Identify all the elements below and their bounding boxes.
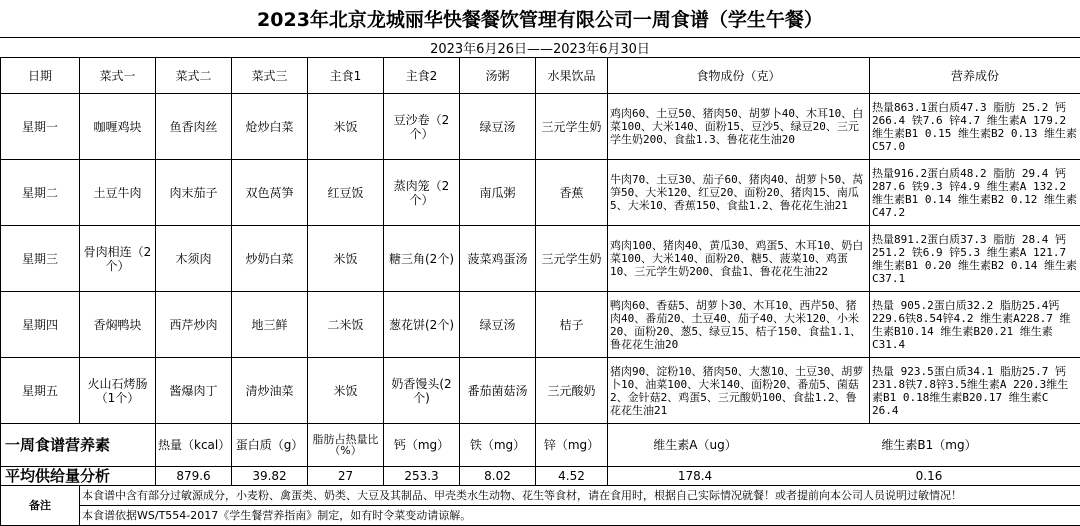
- dish3-cell: 地三鲜: [232, 292, 308, 358]
- staple2-cell: 葱花饼(2个): [384, 292, 460, 358]
- table-row: [1, 94, 1080, 160]
- menu-table: [0, 57, 1080, 526]
- day-label: 星期三: [1, 226, 80, 292]
- summary-header-calcium: 钙（mg）: [384, 424, 460, 467]
- notes-label: 备注: [1, 486, 80, 526]
- staple1-cell: 米饭: [308, 226, 384, 292]
- summary-value-zinc: 4.52: [536, 467, 608, 486]
- ingredients-cell: 鸡肉60、土豆50、猪肉50、胡萝卜40、木耳10、白菜100、大米140、面粉15、豆沙5、绿豆20、三元学生奶200、食盐1.3、鲁花花生油20: [608, 94, 870, 160]
- summary-values-vitamin-a-b1: [608, 467, 1080, 486]
- soup-cell: 绿豆汤: [460, 94, 536, 160]
- nutrition-cell: 热量 905.2蛋白质32.2 脂肪25.4钙229.6铁8.54锌4.2 维生素A228.7 维生素B10.14 维生素B20.21 维生素C31.4: [870, 292, 1080, 358]
- header-fruit: 水果饮品: [536, 58, 608, 94]
- staple1-cell: 米饭: [308, 358, 384, 424]
- dish2-cell: 木须肉: [156, 226, 232, 292]
- summary-label-bottom: 平均供给量分析: [1, 467, 156, 486]
- dish3-cell: 双色莴笋: [232, 160, 308, 226]
- summary-header-vitamin-a: 维生素A（ug）: [610, 438, 780, 452]
- summary-header-zinc: 锌（mg）: [536, 424, 608, 467]
- fruit-cell: 三元学生奶: [536, 226, 608, 292]
- dish2-cell: 酱爆肉丁: [156, 358, 232, 424]
- dish3-cell: 炝炒白菜: [232, 94, 308, 160]
- summary-value-vitamin-b1: 0.16: [780, 469, 1078, 483]
- table-row: [1, 160, 1080, 226]
- staple1-cell: 米饭: [308, 94, 384, 160]
- notes-row: [1, 506, 1080, 526]
- ingredients-cell: 鸡肉100、猪肉40、黄瓜30、鸡蛋5、木耳10、奶白菜100、大米140、面粉20、糖5、菠菜10、鸡蛋10、三元学生奶200、食盐1、鲁花花生油22: [608, 226, 870, 292]
- ingredients-cell: 鸭肉60、香菇5、胡萝卜30、木耳10、西芹50、猪肉40、番茄20、土豆40、茄子40、大米120、小米20、面粉20、葱5、绿豆15、桔子150、食盐1.1、鲁花花生油20: [608, 292, 870, 358]
- summary-value-vitamin-a: 178.4: [610, 469, 780, 483]
- header-date: 日期: [1, 58, 80, 94]
- soup-cell: 菠菜鸡蛋汤: [460, 226, 536, 292]
- summary-header-vitamin-a-b1: [608, 424, 1080, 467]
- staple2-cell: 蒸肉笼（2个）: [384, 160, 460, 226]
- summary-header-fat-ratio: 脂肪占热量比（%）: [308, 424, 384, 467]
- summary-label-top: 一周食谱营养素: [1, 424, 156, 467]
- fruit-cell: 香蕉: [536, 160, 608, 226]
- soup-cell: 番茄菌菇汤: [460, 358, 536, 424]
- dish3-cell: 炒奶白菜: [232, 226, 308, 292]
- table-row: [1, 358, 1080, 424]
- soup-cell: 南瓜粥: [460, 160, 536, 226]
- dish2-cell: 肉末茄子: [156, 160, 232, 226]
- summary-value-calcium: 253.3: [384, 467, 460, 486]
- dish1-cell: 骨肉相连（2个）: [80, 226, 156, 292]
- table-row: [1, 226, 1080, 292]
- staple2-cell: 豆沙卷（2个）: [384, 94, 460, 160]
- summary-value-iron: 8.02: [460, 467, 536, 486]
- header-row: [1, 58, 1080, 94]
- day-label: 星期四: [1, 292, 80, 358]
- day-label: 星期五: [1, 358, 80, 424]
- dish1-cell: 土豆牛肉: [80, 160, 156, 226]
- summary-value-protein: 39.82: [232, 467, 308, 486]
- dish1-cell: 香焖鸭块: [80, 292, 156, 358]
- summary-header-row: [1, 424, 1080, 467]
- page-title: 2023年北京龙城丽华快餐餐饮管理有限公司一周食谱（学生午餐）: [0, 0, 1080, 38]
- header-staple1: 主食1: [308, 58, 384, 94]
- header-dish2: 菜式二: [156, 58, 232, 94]
- summary-values-row: [1, 467, 1080, 486]
- dish1-cell: 咖喱鸡块: [80, 94, 156, 160]
- header-staple2: 主食2: [384, 58, 460, 94]
- summary-value-energy: 879.6: [156, 467, 232, 486]
- nutrition-cell: 热量916.2蛋白质48.2 脂肪 29.4 钙 287.6 铁9.3 锌4.9 维生素A 132.2 维生素B1 0.14 维生素B2 0.12 维生素C47.2: [870, 160, 1080, 226]
- dish2-cell: 鱼香肉丝: [156, 94, 232, 160]
- ingredients-cell: 牛肉70、土豆30、茄子60、猪肉40、胡萝卜50、莴笋50、大米120、红豆20、面粉20、猪肉15、南瓜5、大米10、香蕉150、食盐1.2、鲁花花生油21: [608, 160, 870, 226]
- header-ingredients: 食物成份（克）: [608, 58, 870, 94]
- fruit-cell: 三元学生奶: [536, 94, 608, 160]
- fruit-cell: 桔子: [536, 292, 608, 358]
- date-range: 2023年6月26日——2023年6月30日: [0, 37, 1080, 58]
- notes-line-2: 本食谱依据WS/T554-2017《学生餐营养指南》制定，如有时令菜变动请谅解。: [80, 506, 1080, 526]
- staple2-cell: 奶香馒头(2个): [384, 358, 460, 424]
- soup-cell: 绿豆汤: [460, 292, 536, 358]
- table-row: [1, 292, 1080, 358]
- staple2-cell: 糖三角(2个): [384, 226, 460, 292]
- dish2-cell: 西芹炒肉: [156, 292, 232, 358]
- header-soup: 汤粥: [460, 58, 536, 94]
- nutrition-cell: 热量863.1蛋白质47.3 脂肪 25.2 钙 266.4 铁7.6 锌4.7 维生素A 179.2 维生素B1 0.15 维生素B2 0.13 维生素C57.0: [870, 94, 1080, 160]
- fruit-cell: 三元酸奶: [536, 358, 608, 424]
- summary-header-energy: 热量（kcal）: [156, 424, 232, 467]
- header-dish3: 菜式三: [232, 58, 308, 94]
- header-dish1: 菜式一: [80, 58, 156, 94]
- header-nutrition: 营养成份: [870, 58, 1080, 94]
- summary-header-vitamin-b1: 维生素B1（mg）: [780, 438, 1078, 452]
- nutrition-cell: 热量 923.5蛋白质34.1 脂肪25.7 钙231.8铁7.8锌3.5维生素A 220.3维生素B1 0.18维生素B20.17 维生素C 26.4: [870, 358, 1080, 424]
- dish3-cell: 清炒油菜: [232, 358, 308, 424]
- dish1-cell: 火山石烤肠（1个）: [80, 358, 156, 424]
- notes-row: [1, 486, 1080, 506]
- summary-header-iron: 铁（mg）: [460, 424, 536, 467]
- notes-line-1: 本食谱中含有部分过敏源成分，小麦粉、禽蛋类、奶类、大豆及其制品、甲壳类水生动物、花生等食材，请在食用时，根据自己实际情况就餐！或者提前向本公司人员说明过敏情况！: [80, 486, 1080, 506]
- staple1-cell: 红豆饭: [308, 160, 384, 226]
- day-label: 星期一: [1, 94, 80, 160]
- nutrition-cell: 热量891.2蛋白质37.3 脂肪 28.4 钙 251.2 铁6.9 锌5.3 维生素A 121.7 维生素B1 0.20 维生素B2 0.14 维生素C37.1: [870, 226, 1080, 292]
- summary-header-protein: 蛋白质（g）: [232, 424, 308, 467]
- day-label: 星期二: [1, 160, 80, 226]
- summary-value-fat-ratio: 27: [308, 467, 384, 486]
- ingredients-cell: 猪肉90、淀粉10、猪肉50、大葱10、土豆30、胡萝卜10、油菜100、大米140、面粉20、番茄5、菌菇2、金针菇2、鸡蛋5、三元酸奶100、食盐1.2、鲁花花生油21: [608, 358, 870, 424]
- staple1-cell: 二米饭: [308, 292, 384, 358]
